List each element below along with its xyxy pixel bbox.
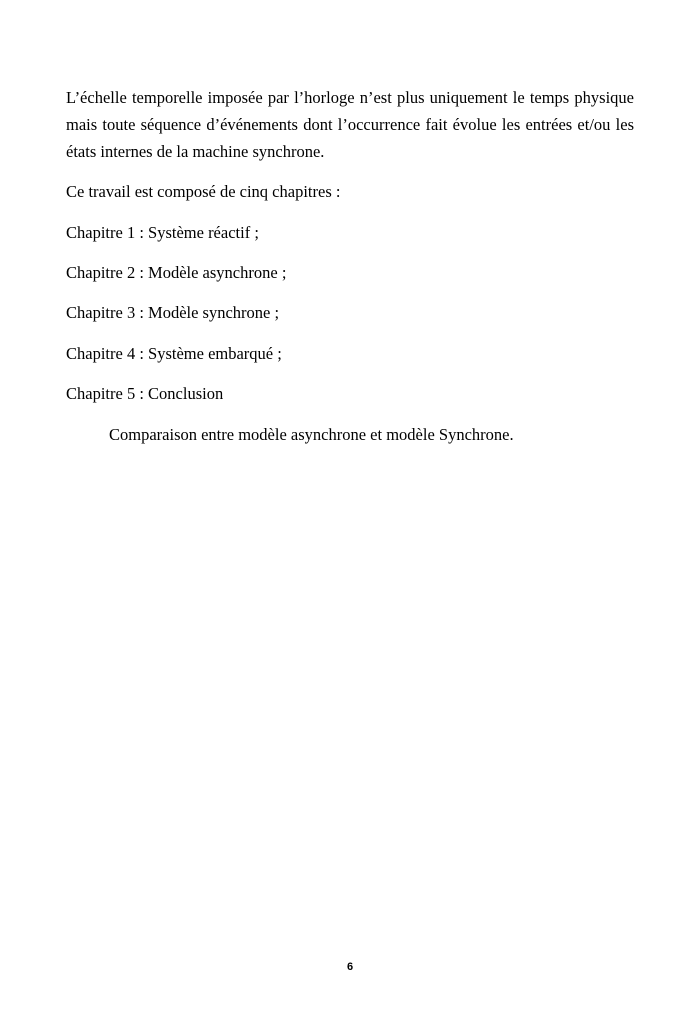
chapter-item: Chapitre 1 : Système réactif ; [66,223,259,242]
composition-paragraph: Ce travail est composé de cinq chapitres : [66,182,341,201]
page-number: 6 [346,961,354,973]
intro-paragraph: L’échelle temporelle imposée par l’horloge n’est plus uniquement le temps physique mais toute séquence d’événements dont l’occurrence fait évolue les entrées et/ou les états internes de la machine synchrone. [66,88,634,161]
conclusion-detail: Comparaison entre modèle asynchrone et modèle Synchrone. [109,425,514,444]
chapter-item: Chapitre 5 : Conclusion [66,384,224,403]
chapter-item: Chapitre 3 : Modèle synchrone ; [66,303,280,322]
chapter-item: Chapitre 4 : Système embarqué ; [66,344,282,363]
chapter-item: Chapitre 2 : Modèle asynchrone ; [66,263,287,282]
